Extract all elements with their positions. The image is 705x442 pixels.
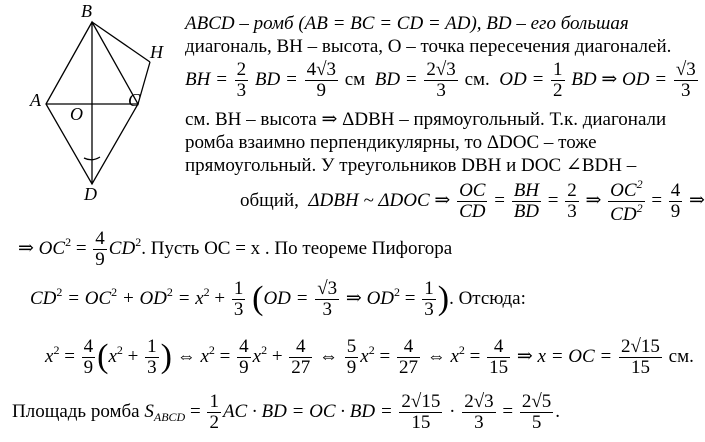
line-6: прямоугольный. У треугольников DBH и DOC ∠BDH – — [185, 155, 637, 176]
line-1: ABCD – ромб (AB = BC = CD = AD), BD – его большая — [185, 13, 629, 34]
label-c: C — [128, 90, 141, 110]
frac-1-2: $\frac{1}{2}$ — [553, 59, 563, 101]
rhombus-figure — [0, 0, 190, 204]
frac-4r3-9: $\frac{4√3}{9}$ — [306, 59, 336, 101]
line-3: BH = $\frac{2}{3}$ BD = $\frac{4√3}{9}$ см BD = $\frac{2√3}{3}$ см. OD = $\frac{1}{2}$ BD ⇒ OD = $\frac{√3}{3}$ — [185, 59, 696, 101]
label-b: B — [81, 1, 92, 21]
line-7: общий, ΔDBH ~ ΔDOC ⇒ $\frac{OC}{CD}$ = $\frac{BH}{BD}$ = $\frac{2}{3}$ ⇒ $\frac{OC^2}{CD^2}$ = $\frac{4}{9}$ ⇒ — [240, 177, 705, 225]
label-o: O — [70, 104, 83, 124]
line-11: Площадь ромба $S_{ABCD}$ = $\frac{1}{2}$ AC · BD = OC · BD = $\frac{2√15}{15}$ · $\frac{2√3}{3}$ = $\frac{2√5}{5}$ . — [12, 391, 561, 433]
line-8: ⇒ $OC^2$ = $\frac{4}{9}$ $CD^2$. Пусть OC = x . По теореме Пифогора — [18, 228, 453, 270]
line-10: $x^2$ = $\frac{4}{9}$ ($x^2$ + $\frac{1}{3}$ ) ⇔ $x^2$ = $\frac{4}{9}$ $x^2$ + $\frac{4}{27}$ ⇔ $\frac{5}{9}$ $x^2$ = $\frac{4}{27}$ ⇔ $x^2$ = $\frac{4}{15}$ ⇒ x = OC = $\frac{2√15}{15}$ см. — [45, 336, 694, 378]
frac-2-3: $\frac{2}{3}$ — [236, 59, 247, 101]
label-a: A — [30, 90, 41, 110]
label-h: H — [150, 42, 163, 62]
label-d: D — [84, 184, 97, 204]
line-4: см. BH – высота ⇒ ΔDBH – прямоугольный. Т.к. диагонали — [185, 109, 667, 130]
frac-2r3-3: $\frac{2√3}{3}$ — [426, 59, 456, 101]
line-2: диагональ, BH – высота, O – точка пересечения диагоналей. — [185, 36, 672, 57]
line-5: ромба взаимно перпендикулярны, то ΔDOC – тоже — [185, 132, 597, 153]
line-9: $CD^2 = OC^2 + OD^2 = x^2$ + $\frac{1}{3}$ (OD = $\frac{√3}{3}$ ⇒ $OD^2$ = $\frac{1}{3}$ ). Отсюда: — [30, 278, 526, 320]
height-bh — [92, 22, 150, 62]
frac-r3-3: $\frac{√3}{3}$ — [675, 59, 696, 101]
